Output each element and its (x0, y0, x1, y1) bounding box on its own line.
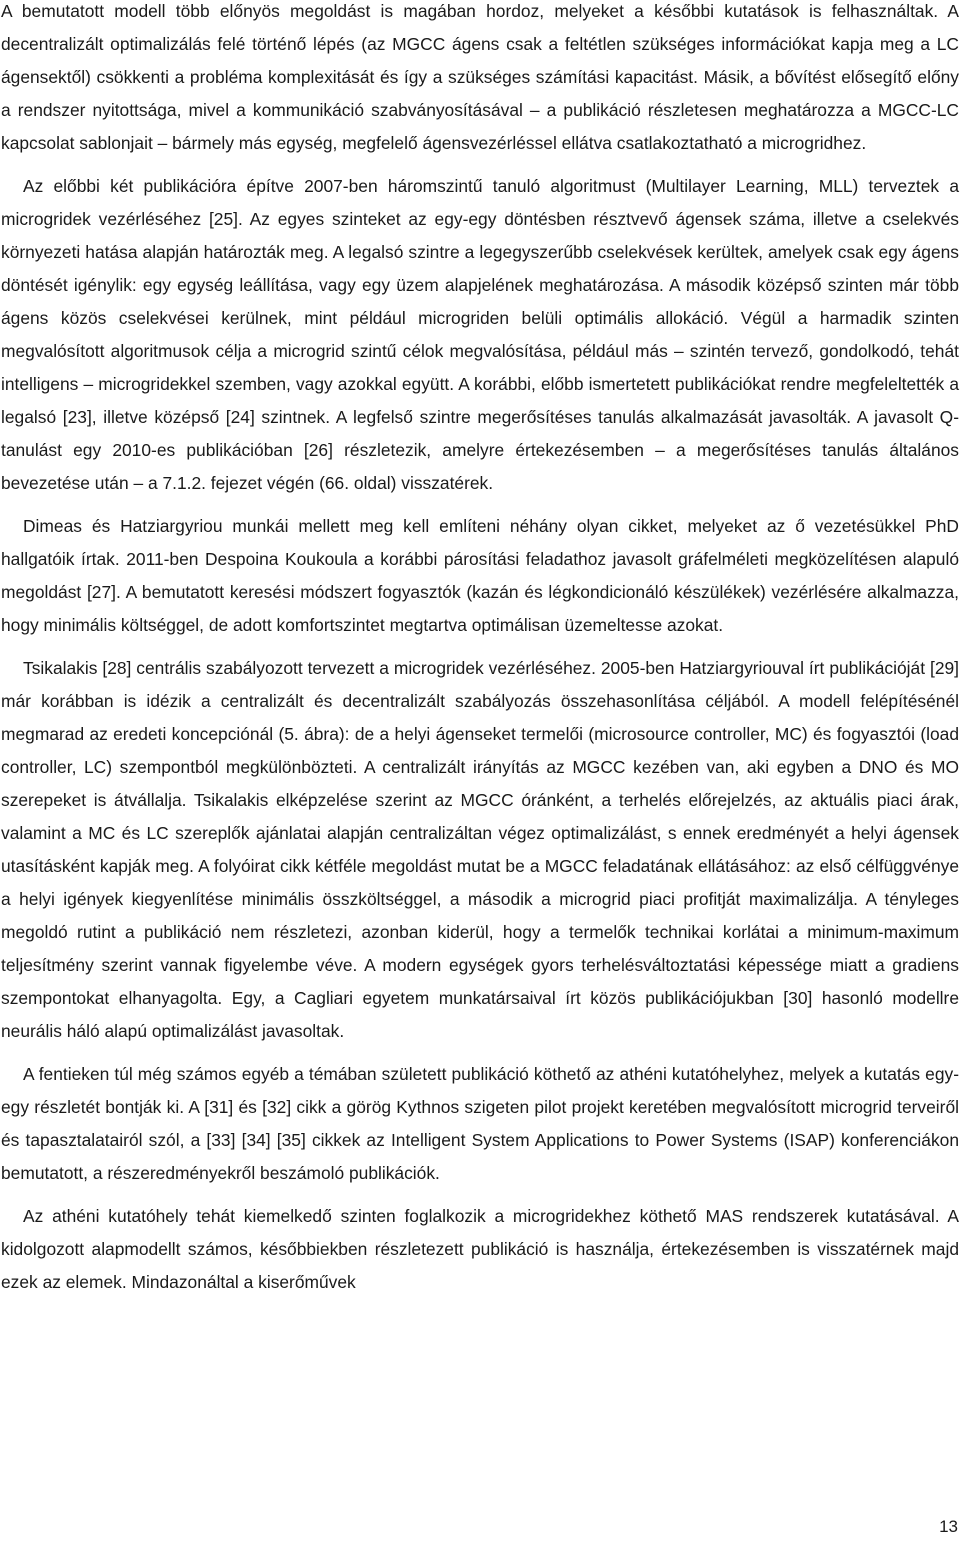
paragraph-text: A bemutatott modell több előnyös megoldást is magában hordoz, melyeket a későbbi kutatások is felhasználtak. A decentralizált optimalizálás felé történő lépés (az MGCC ágens csak a feltétlen szükséges információkat kapja meg a LC ágensektől) csökkenti a probléma komplexitását és így a szükséges számítási kapacitást. Másik, a bővítést elősegítő előny a rendszer nyitottsága, mivel a kommunikáció szabványosításával – a publikáció részletesen meghatározza a MGCC-LC kapcsolat sablonjait – bármely más egység, megfelelő ágensvezérléssel ellátva csatlakoztatható a microgridhez. (1, 1, 959, 153)
paragraph-text: ] hasonló modellre neurális háló alapú optimalizálást javasoltak. (1, 988, 960, 1041)
citation-ref: 28 (107, 658, 127, 678)
citation-ref: 31 (209, 1097, 229, 1117)
citation-ref: 29 (934, 658, 955, 678)
paragraph-text: Tsikalakis [ (23, 658, 108, 678)
paragraph-text: Az athéni kutatóhely tehát kiemelkedő szinten foglalkozik a microgridekhez köthető MAS rendszerek kutatásával. A kidolgozott alapmodellt számos, későbbiekben részletezett publikáció is használja, értekezésemben is visszatérnek majd ezek az elemek. Mindazonáltal a kiserőművek (1, 1206, 959, 1292)
citation-ref: 30 (788, 988, 808, 1008)
citation-ref: 24 (230, 407, 250, 427)
citation-ref: 33 (211, 1130, 231, 1150)
paragraph-text: ] cikkek az Intelligent System Applications to Power Systems (ISAP) konferenciákon bemutatott, a részeredményekről beszámoló publikációk. (1, 1130, 959, 1183)
paragraph-text: ]. Az egyes szinteket az egy-egy döntésben résztvevő ágensek száma, illetve a cselekvés környezeti hatása alapján határozták meg. A legalsó szintre a legegyszerűbb cselekvések kerültek, amelyek csak egy ágens döntését igénylik: egy egység leállítása, vagy egy üzem alapjelének meghatározása. A második középső szinten már több ágens közös cselekvései kerülnek, mint például microgriden belüli optimális allokáció. Végül a harmadik szinten megvalósított algoritmusok célja a microgrid szintű célok megvalósítása, például más – szintén tervező, gondolkodó, tehát intelligens – microgridekkel szemben, vagy azokkal együtt. A korábbi, előbb ismertetett publikációkat rendre megfeleltették a legalsó [ (1, 209, 959, 427)
paragraph-text: ], illetve középső [ (86, 407, 231, 427)
paragraph-text: ] centrális szabályozott tervezett a microgridek vezérléséhez. 2005-ben Hatziargyriouval írt publikációját [ (126, 658, 935, 678)
paragraph-5 (1, 1058, 959, 1190)
paragraph-text: ] és [ (228, 1097, 267, 1117)
paragraph-1 (1, 0, 959, 160)
paragraph-text: ]. A bemutatott keresési módszert fogyasztók (kazán és légkondicionáló készülékek) vezérlésére alkalmazza, hogy minimális költséggel, de adott komfortszintet megtartva optimálisan üzemeltesse azokat. (1, 582, 959, 635)
paragraph-text: ] [ (265, 1130, 282, 1150)
paragraph-2 (1, 170, 959, 500)
paragraph-text: A fentieken túl még számos egyéb a témában született publikáció köthető az athéni kutatóhelyhez, melyek a kutatás egy-egy részletét bontják ki. A [ (1, 1064, 959, 1117)
paragraph-text: ] szintnek. A legfelső szintre megerősítéses tanulás alkalmazását javasolták. A javasolt Q-tanulást egy 2010-es publikációban [ (1, 407, 959, 460)
citation-ref: 32 (266, 1097, 287, 1117)
citation-ref: 26 (308, 440, 329, 460)
citation-ref: 25 (213, 209, 234, 229)
page-number: 13 (939, 1517, 958, 1536)
citation-ref: 35 (281, 1130, 301, 1150)
paragraph-text: Dimeas és Hatziargyriou munkái mellett meg kell említeni néhány olyan cikket, melyeket az ő vezetésükkel PhD hallgatóik írtak. 2011-ben Despoina Koukoula a korábbi párosítási feladathoz javasolt gráfelméleti megközelítésen alapuló megoldást [ (1, 516, 959, 602)
paragraph-text: ] már korábban is idézik a centralizált és decentralizált szabályozás összehasonlítása céljából. A modell felépítésénél megmarad az eredeti koncepciónál (5. ábra): de a helyi ágenseket termelői (microsource controller, MC) és fogyasztói (load controller, LC) szempontból megkülönbözteti. A centralizált irányítás az MGCC kezében van, aki egyben a DNO és MO szerepeket is átvállalja. Tsikalakis elképzelése szerint az MGCC óránként, a terhelés előrejelzés, az aktuális piaci árak, valamint a MC és LC szereplők ajánlatai alapján centralizáltan végez optimalizálást, s ennek eredményét a helyi ágensek utasításként kapják meg. A folyóirat cikk kétféle megoldást mutat be a MGCC feladatának ellátásához: az első célfüggvénye a helyi igények kiegyenlítése minimális összköltséggel, a második a microgrid piaci profitját maximalizálja. A tényleges megoldó rutint a publikáció nem részletezi, azonban kiderül, hogy a termelők technikai korlátai a minimum-maximum teljesítmény szerint vannak figyelembe véve. A modern egységek gyors terhelésváltoztatási képessége miatt a gradiens szempontokat elhanyagolta. Egy, a Cagliari egyetem munkatársaival írt közös publikációjukban [ (1, 658, 959, 1008)
paragraph-text: ] részletezik, amelyre értekezésemben – a megerősítéses tanulás általános bevezetése után – a 7.1.2. fejezet végén (66. oldal) visszatérek. (1, 440, 959, 493)
paragraph-3 (1, 510, 959, 642)
paragraph-4 (1, 652, 959, 1048)
citation-ref: 23 (67, 407, 87, 427)
paragraph-text: ] [ (230, 1130, 247, 1150)
paragraph-text: Az előbbi két publikációra építve 2007-ben háromszintű tanuló algoritmust (Multilayer Learning, MLL) terveztek a microgridek vezérléséhez [ (1, 176, 959, 229)
paragraph-text: ] cikk a görög Kythnos szigeten pilot projekt keretében megvalósított microgrid terveiről és tapasztalatairól szól, a [ (1, 1097, 959, 1150)
citation-ref: 27 (91, 582, 112, 602)
citation-ref: 34 (246, 1130, 266, 1150)
paragraph-6 (1, 1200, 959, 1299)
